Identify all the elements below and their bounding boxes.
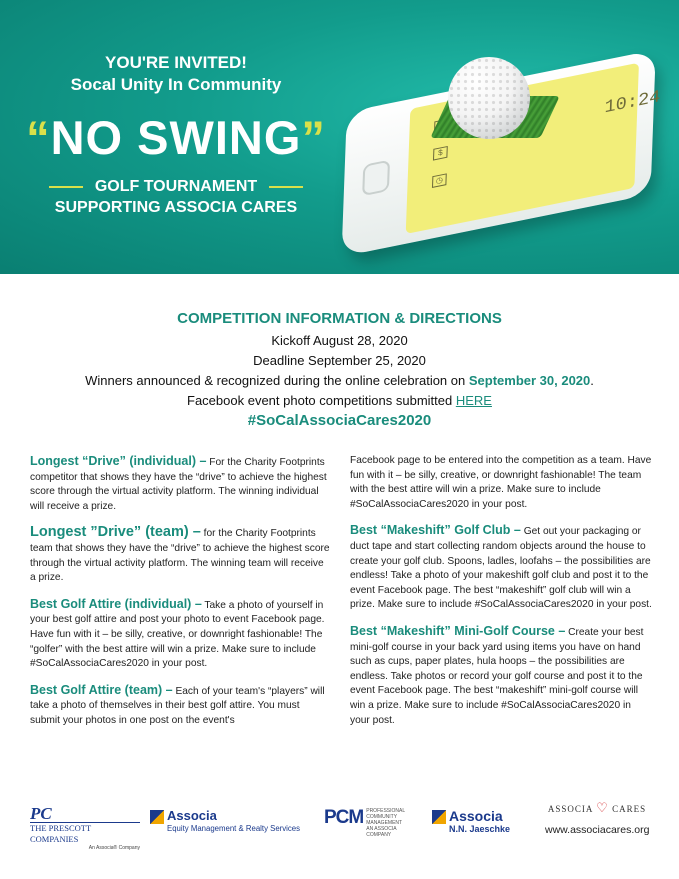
prescott-name: THE PRESCOTT COMPANIES: [30, 822, 140, 845]
item-title: Best “Makeshift” Golf Club –: [350, 523, 521, 538]
event-title: [0, 111, 352, 165]
facebook-here-link[interactable]: HERE: [455, 393, 492, 408]
competition-item: [30, 454, 330, 514]
item-title: Longest ”Drive” (team) –: [30, 524, 201, 541]
item-title: Best “Makeshift” Mini-Golf Course –: [350, 623, 566, 638]
sponsor-footer: [0, 800, 679, 851]
competition-item: [350, 624, 652, 728]
pcm-text: PROFESSIONAL COMMUNITY MANAGEMENT AN ASSOCIA COMPANY: [366, 808, 405, 838]
item-body: Get out your packaging or duct tape and start collecting random objects around the house to create your golf club. Spoons, ladles, loofahs – the possibilities are endless! Take a photo of your makeshift golf club and post it to the event Facebook page. The best “makeshift” golf club will win a prize. Make sure to include #SoCalAssociaCares2020 in your post.: [350, 526, 652, 611]
subtitle-line-1: GOLF TOURNAMENT: [94, 178, 258, 195]
item-title: Best Golf Attire (individual) –: [30, 596, 202, 611]
left-column: [30, 454, 330, 740]
right-column: [350, 454, 652, 739]
website-url[interactable]: www.associacares.org: [545, 824, 650, 836]
competition-item: [30, 525, 330, 585]
associa-sub: N.N. Jaeschke: [449, 824, 511, 834]
associa-jaeschke-logo: [432, 808, 510, 834]
deadline-date: Deadline September 25, 2020: [253, 353, 426, 368]
item-title: Best Golf Attire (team) –: [30, 682, 173, 697]
org-name: Socal Unity In Community: [70, 75, 282, 94]
golf-ball-icon: [448, 57, 530, 139]
competition-item: [30, 683, 330, 729]
pcm-logo: [324, 808, 406, 838]
invited-text: YOU'RE INVITED!: [105, 53, 247, 72]
phone-home-button: [362, 160, 390, 197]
prescott-sub: An Associa® Company: [88, 845, 140, 851]
item-body: Create your best mini-golf course in your back yard using items you have on hand such as cups, paper plates, hula hoops – the possibilities are endless. Take photos or record your golf course and post it to the event Facebook page. The best “makeshift” mini-golf course will win a prize. Make sure to include #SoCalAssociaCares2020 in your post.: [350, 626, 644, 726]
competition-item: [30, 597, 330, 672]
associa-sub: Equity Management & Realty Services: [167, 824, 301, 833]
winners-date: September 30, 2020: [468, 373, 591, 388]
heart-icon: ♡: [596, 800, 609, 815]
pcm-mark: PCM: [324, 807, 364, 828]
item-title: Longest “Drive” (individual) –: [30, 454, 207, 468]
associa-mark-icon: [432, 810, 446, 824]
item-body: Take a photo of yourself in your best golf attire and post your photo to event Facebook page. Have fun with it – be silly, creative, or downright fashionable! The “golfer” with the best attire will win a prize. Make sure to include #SoCalAssociaCares2020 in your post.: [30, 599, 325, 670]
invitation-heading: [0, 52, 352, 96]
kickoff-date: Kickoff August 28, 2020: [271, 333, 408, 348]
competition-info: [0, 309, 679, 431]
section-title: COMPETITION INFORMATION & DIRECTIONS: [177, 310, 502, 327]
associa-wordmark: Associa: [449, 808, 503, 824]
right-accent-line: [269, 186, 303, 188]
associa-wordmark: Associa: [167, 808, 217, 823]
winners-announcement: [0, 371, 679, 391]
item-body: Each of your team's “players” will take a photo of themselves in their best golf attire. You must submit your photos in one post on the event's: [30, 685, 325, 726]
acares-right: CARES: [612, 804, 647, 814]
item-body: For the Charity Footprints competitor that shows they have the “drive” to achieve the highest score through the virtual activity platform. The winning individual will receive a prize.: [30, 457, 327, 512]
winners-period: .: [590, 373, 594, 388]
event-hashtag: #SoCalAssociaCares2020: [247, 412, 432, 429]
facebook-text: Facebook event photo competitions submitted: [187, 393, 456, 408]
item-continuation: Facebook page to be entered into the competition as a team. Have fun with it – be silly, creative, or downright fashionable! The team with the best attire will win a prize. Make sure to include #SoCalAssociaCares2020 in your post.: [350, 455, 652, 510]
timer-icon: ◷: [432, 173, 447, 188]
prescott-mark: PC: [30, 804, 52, 823]
title-open-quote: “: [26, 111, 51, 164]
subtitle-line-2: SUPPORTING ASSOCIA CARES: [54, 199, 298, 216]
prescott-companies-logo: [30, 806, 140, 851]
item-body: for the Charity Footprints team that shows they have the “drive” to achieve the highest score through the virtual activity platform. The winning team will receive a prize.: [30, 528, 330, 584]
acares-left: ASSOCIA: [547, 804, 593, 814]
header-banner: [0, 0, 679, 274]
title-close-quote: ”: [301, 111, 326, 164]
money-icon: $: [433, 146, 448, 161]
competition-item: [350, 523, 652, 613]
left-accent-line: [49, 186, 83, 188]
associa-equity-logo: [150, 808, 300, 834]
phone-clock: 10:24: [604, 87, 661, 119]
associa-mark-icon: [150, 810, 164, 824]
facebook-submission: [0, 391, 679, 411]
event-subtitle: [0, 176, 352, 218]
title-text: NO SWING: [50, 111, 302, 164]
winners-text: Winners announced & recognized during the online celebration on: [85, 373, 469, 388]
associa-cares-logo: [545, 800, 649, 836]
